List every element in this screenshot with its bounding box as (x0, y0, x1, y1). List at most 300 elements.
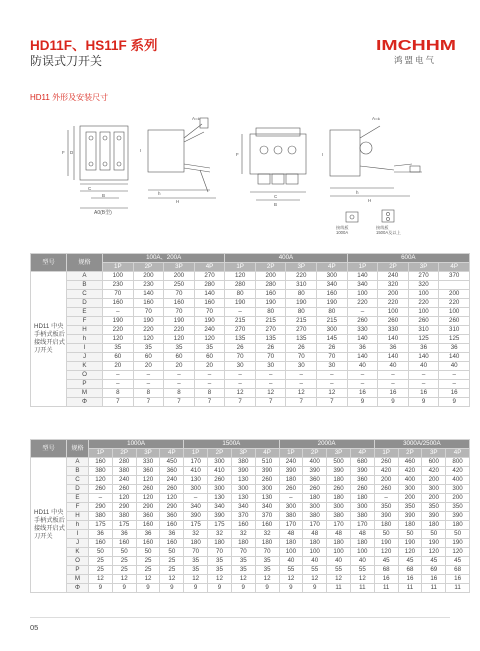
table-cell: 120 (422, 548, 446, 557)
table-cell: 220 (133, 326, 164, 335)
table-row (31, 467, 470, 476)
table-cell: 25 (89, 566, 113, 575)
table-cell: – (374, 494, 398, 503)
header-spec: 规格 (67, 440, 89, 458)
table-cell: 300 (208, 458, 232, 467)
table-cell: 120 (194, 335, 225, 344)
table-row (31, 389, 470, 398)
table-cell: 9 (279, 584, 303, 593)
table-cell: 130 (231, 476, 255, 485)
table-cell: 12 (225, 389, 256, 398)
table-cell: 180 (422, 521, 446, 530)
table-row (31, 458, 470, 467)
header-pole: 4P (439, 263, 470, 272)
table-cell: 160 (160, 539, 184, 548)
header-pole: 2P (303, 449, 327, 458)
header-pole: 1P (279, 449, 303, 458)
table-cell: 80 (286, 290, 317, 299)
dimension-key: F (67, 503, 89, 512)
table-row (31, 557, 470, 566)
table-cell: 36 (89, 530, 113, 539)
table-cell: – (103, 380, 134, 389)
table-cell: 300 (446, 485, 470, 494)
table-cell: 180 (279, 539, 303, 548)
header-spec: 规格 (67, 254, 103, 272)
model-description: HD11 中央手柄式板后接线开启式刀开关 (31, 458, 67, 593)
table-cell: 390 (422, 512, 446, 521)
table-cell: 190 (194, 317, 225, 326)
table-cell: 32 (255, 530, 279, 539)
table-cell: 200 (255, 272, 286, 281)
table-cell: 400 (303, 458, 327, 467)
table-cell: 180 (303, 539, 327, 548)
table-row (31, 476, 470, 485)
table-cell: – (317, 380, 348, 389)
table-cell: 36 (136, 530, 160, 539)
table-cell: 270 (408, 272, 439, 281)
table-cell: 40 (327, 557, 351, 566)
dimension-key: P (67, 380, 103, 389)
table-cell: 12 (208, 575, 232, 584)
table-cell: 30 (225, 362, 256, 371)
svg-text:接线板: 接线板 (336, 225, 349, 230)
table-cell: 350 (374, 503, 398, 512)
table-cell: 130 (231, 494, 255, 503)
table-cell: 340 (231, 503, 255, 512)
table-cell: 7 (225, 398, 256, 407)
table-cell: 9 (439, 398, 470, 407)
table-cell: 280 (255, 281, 286, 290)
table-cell: 130 (255, 494, 279, 503)
table-cell: 30 (317, 362, 348, 371)
table-cell: 350 (398, 503, 422, 512)
table-cell: 11 (327, 584, 351, 593)
table-cell: – (347, 308, 378, 317)
dimension-drawings (50, 108, 450, 240)
header-current-group: 100A、200A (103, 254, 225, 263)
table-cell: 240 (378, 272, 409, 281)
table-cell: 35 (255, 566, 279, 575)
table-cell: 36 (408, 344, 439, 353)
table-cell: 35 (255, 557, 279, 566)
table-cell: 180 (255, 539, 279, 548)
table-cell: 130 (208, 494, 232, 503)
table-cell: 55 (350, 566, 374, 575)
table-cell: 8 (194, 389, 225, 398)
header-pole: 2P (398, 449, 422, 458)
table-cell: 220 (103, 326, 134, 335)
table-cell: 25 (136, 566, 160, 575)
table-cell: – (133, 380, 164, 389)
table-cell: 7 (133, 398, 164, 407)
table-cell: 140 (194, 290, 225, 299)
svg-text:A0(B型): A0(B型) (94, 210, 112, 216)
dimension-key: Φ (67, 584, 89, 593)
table-cell: 60 (103, 353, 134, 362)
table-cell: 9 (347, 398, 378, 407)
table-cell: 230 (103, 281, 134, 290)
table-cell: 260 (303, 485, 327, 494)
table-cell: 11 (398, 584, 422, 593)
table-cell: 20 (164, 362, 195, 371)
table-cell: 180 (350, 494, 374, 503)
table-cell: 26 (225, 344, 256, 353)
table-cell: 215 (255, 317, 286, 326)
table-cell: 68 (398, 566, 422, 575)
table-cell: 60 (164, 353, 195, 362)
header-pole: 1P (347, 263, 378, 272)
table-cell: – (255, 371, 286, 380)
table-cell: 16 (439, 389, 470, 398)
table-cell: 220 (439, 299, 470, 308)
dimension-key: D (67, 299, 103, 308)
table-cell: 12 (89, 575, 113, 584)
table-cell: 9 (160, 584, 184, 593)
table-cell: 330 (136, 458, 160, 467)
table-cell: 8 (133, 389, 164, 398)
table-cell: 40 (350, 557, 374, 566)
header-current-group: 1500A (184, 440, 279, 449)
table-cell: 120 (103, 335, 134, 344)
table-cell: 290 (160, 503, 184, 512)
svg-text:A=±: A=± (372, 116, 381, 121)
table-cell: 360 (136, 467, 160, 476)
table-cell: 12 (327, 575, 351, 584)
table-cell: – (184, 494, 208, 503)
table-cell: 48 (327, 530, 351, 539)
table-cell: 50 (112, 548, 136, 557)
table-row (31, 530, 470, 539)
svg-text:C: C (88, 186, 92, 191)
table-cell: 140 (347, 272, 378, 281)
table-cell: 135 (286, 335, 317, 344)
table-cell: 270 (194, 272, 225, 281)
table-cell: 160 (160, 521, 184, 530)
table-cell: – (286, 380, 317, 389)
table-row (31, 485, 470, 494)
svg-text:A=±: A=± (192, 116, 201, 121)
table-cell: 120 (164, 335, 195, 344)
table-row (31, 371, 470, 380)
table-cell: 7 (286, 398, 317, 407)
table-cell: 310 (439, 326, 470, 335)
table-cell: 390 (446, 512, 470, 521)
table-cell: 50 (374, 530, 398, 539)
side-view-drawing (140, 116, 216, 204)
table-row (31, 272, 470, 281)
table-cell: 310 (286, 281, 317, 290)
table-cell: 48 (350, 530, 374, 539)
dimension-table-large (30, 439, 470, 593)
section-label: HD11 外形及安装尺寸 (30, 93, 109, 102)
table-cell: 360 (160, 512, 184, 521)
table-cell: 320 (378, 281, 409, 290)
table-cell: 190 (225, 299, 256, 308)
table-cell: – (194, 380, 225, 389)
table-cell: 420 (398, 467, 422, 476)
dimension-key: J (67, 353, 103, 362)
table-cell: 215 (286, 317, 317, 326)
svg-text:B: B (274, 202, 278, 207)
table-cell: 55 (327, 566, 351, 575)
table-cell: 12 (303, 575, 327, 584)
table-cell: 20 (103, 362, 134, 371)
dimension-key: H (67, 326, 103, 335)
table-cell: 200 (422, 494, 446, 503)
table-cell: 35 (208, 566, 232, 575)
table-cell: 36 (160, 530, 184, 539)
footer-divider (30, 617, 450, 618)
table-cell: – (225, 371, 256, 380)
header-pole: 2P (208, 449, 232, 458)
dimension-key: E (67, 308, 103, 317)
header-current-group: 600A (347, 254, 469, 263)
svg-text:I: I (140, 148, 142, 153)
table-cell: 370 (439, 272, 470, 281)
table-cell: – (378, 380, 409, 389)
table-cell: 100 (439, 308, 470, 317)
table-cell: 380 (303, 512, 327, 521)
table-cell: 80 (286, 308, 317, 317)
table-cell: 100 (408, 308, 439, 317)
table-cell: 220 (286, 272, 317, 281)
table-cell: 100 (327, 548, 351, 557)
table-cell: 70 (103, 290, 134, 299)
table-cell: 32 (231, 530, 255, 539)
table-cell: 190 (286, 299, 317, 308)
table-cell: 260 (136, 485, 160, 494)
table-cell: 9 (378, 398, 409, 407)
table-cell: 300 (422, 485, 446, 494)
table-cell: 240 (160, 476, 184, 485)
table-cell: 300 (231, 485, 255, 494)
table-cell: 9 (408, 398, 439, 407)
table-cell: 310 (408, 326, 439, 335)
table-cell: 190 (103, 317, 134, 326)
table-cell: 370 (231, 512, 255, 521)
table-cell: 25 (136, 557, 160, 566)
table-cell: 450 (160, 458, 184, 467)
dimension-key: M (67, 575, 89, 584)
table-cell: 68 (374, 566, 398, 575)
table-cell: 160 (194, 299, 225, 308)
table-cell: 200 (398, 494, 422, 503)
dimension-key: E (67, 494, 89, 503)
table-cell: – (225, 308, 256, 317)
table-cell: 260 (408, 317, 439, 326)
table-cell: 420 (422, 467, 446, 476)
table-cell: 300 (317, 272, 348, 281)
table-cell: 7 (194, 398, 225, 407)
table-cell: 180 (303, 494, 327, 503)
table-cell: 250 (164, 281, 195, 290)
table-cell: 380 (231, 458, 255, 467)
table-cell: 125 (408, 335, 439, 344)
table-cell: 380 (89, 512, 113, 521)
table-cell: 48 (303, 530, 327, 539)
table-cell: 16 (398, 575, 422, 584)
table-cell: 45 (398, 557, 422, 566)
table-cell: – (408, 371, 439, 380)
table-cell: 190 (374, 539, 398, 548)
table-cell: 260 (327, 485, 351, 494)
svg-text:I: I (322, 152, 324, 157)
table-cell: 20 (133, 362, 164, 371)
table-cell: – (225, 380, 256, 389)
table-row (31, 494, 470, 503)
table-cell: 160 (255, 290, 286, 299)
header-pole: 1P (89, 449, 113, 458)
svg-text:F: F (62, 150, 65, 155)
header-pole: 3P (231, 449, 255, 458)
table-cell: 260 (279, 485, 303, 494)
table-cell: 20 (194, 362, 225, 371)
table-row (31, 575, 470, 584)
table-cell: 9 (184, 584, 208, 593)
table-cell: 190 (317, 299, 348, 308)
table-cell: – (408, 380, 439, 389)
table-cell: 12 (136, 575, 160, 584)
svg-text:h: h (158, 191, 161, 196)
table-row (31, 398, 470, 407)
table-cell: 510 (255, 458, 279, 467)
table-cell: 32 (208, 530, 232, 539)
table-cell: 70 (317, 353, 348, 362)
table-cell: 380 (112, 467, 136, 476)
table-cell: 55 (279, 566, 303, 575)
table-cell: 260 (208, 476, 232, 485)
table-cell: 300 (208, 485, 232, 494)
svg-text:H: H (368, 198, 372, 203)
table-cell: 120 (160, 494, 184, 503)
table-row (31, 539, 470, 548)
table-cell: 190 (255, 299, 286, 308)
table-cell: 12 (160, 575, 184, 584)
header-pole: 4P (255, 449, 279, 458)
table-cell: 390 (279, 467, 303, 476)
table-cell: 390 (255, 467, 279, 476)
table-cell: 35 (231, 557, 255, 566)
table-cell: – (103, 308, 134, 317)
table-cell: 400 (446, 476, 470, 485)
table-cell: 420 (446, 467, 470, 476)
table-cell: 160 (164, 299, 195, 308)
table-cell: 40 (439, 362, 470, 371)
dimension-key: K (67, 548, 89, 557)
table-cell: 11 (422, 584, 446, 593)
brand-logo (376, 38, 456, 51)
model-description: HD11 中央手柄式板后接线开启式刀开关 (31, 272, 67, 407)
table-row (31, 281, 470, 290)
table-row (31, 512, 470, 521)
header-pole: 1P (103, 263, 134, 272)
table-row (31, 503, 470, 512)
table-cell: 340 (317, 281, 348, 290)
table-cell: 160 (89, 458, 113, 467)
table-cell: 120 (133, 335, 164, 344)
header-current-group: 400A (225, 254, 347, 263)
table-cell: 7 (255, 398, 286, 407)
table-cell: 50 (89, 548, 113, 557)
table-cell: 11 (350, 584, 374, 593)
table-cell: 270 (286, 326, 317, 335)
table-cell: 100 (103, 272, 134, 281)
table-cell: 120 (136, 494, 160, 503)
table-cell: 45 (446, 557, 470, 566)
table-cell: 120 (446, 548, 470, 557)
table-cell: 350 (446, 503, 470, 512)
header-pole: 1P (374, 449, 398, 458)
header-current-group: 2000A (279, 440, 374, 449)
header-model: 型号 (31, 254, 67, 272)
table-cell: 135 (225, 335, 256, 344)
table-cell: 140 (347, 353, 378, 362)
table-cell: 12 (255, 389, 286, 398)
table-cell: 9 (89, 584, 113, 593)
table-row (31, 380, 470, 389)
table-cell: 200 (374, 476, 398, 485)
table-cell: 68 (446, 566, 470, 575)
header-pole: 4P (317, 263, 348, 272)
header-pole: 1P (184, 449, 208, 458)
svg-text:1500A及以上: 1500A及以上 (376, 230, 401, 235)
table-row (31, 548, 470, 557)
table-cell: 410 (208, 467, 232, 476)
table-cell: 190 (446, 539, 470, 548)
dimension-key: D (67, 485, 89, 494)
table-cell: 70 (255, 548, 279, 557)
header-pole: 3P (164, 263, 195, 272)
table-cell: 200 (133, 272, 164, 281)
table-row (31, 335, 470, 344)
table-cell: 240 (194, 326, 225, 335)
svg-text:F: F (236, 152, 239, 157)
header-pole: 4P (446, 449, 470, 458)
table-cell: 380 (327, 512, 351, 521)
table-cell: 80 (317, 308, 348, 317)
table-cell: 160 (317, 290, 348, 299)
table-cell: 16 (374, 575, 398, 584)
table-cell: 260 (112, 485, 136, 494)
table-row (31, 308, 470, 317)
table-cell: 9 (136, 584, 160, 593)
table-cell: 170 (327, 521, 351, 530)
table-cell: 300 (303, 503, 327, 512)
table-cell: 7 (103, 398, 134, 407)
dimension-key: h (67, 521, 89, 530)
table-cell: 120 (225, 272, 256, 281)
table-cell: 260 (89, 485, 113, 494)
table-cell: 215 (225, 317, 256, 326)
page-subtitle: 防误式刀开关 (30, 54, 103, 68)
table-cell: 50 (136, 548, 160, 557)
table-cell: 50 (160, 548, 184, 557)
table-cell: 16 (446, 575, 470, 584)
table-cell: 35 (231, 566, 255, 575)
table-cell: 50 (422, 530, 446, 539)
table-cell: 180 (327, 494, 351, 503)
table-cell: 25 (112, 557, 136, 566)
table-cell: 12 (231, 575, 255, 584)
table-cell: 60 (133, 353, 164, 362)
table-cell: 190 (398, 539, 422, 548)
table-cell: 420 (374, 467, 398, 476)
table-cell: 200 (422, 476, 446, 485)
header-pole: 3P (136, 449, 160, 458)
table-cell: – (255, 380, 286, 389)
table-cell: 260 (347, 317, 378, 326)
table-cell: 160 (112, 539, 136, 548)
